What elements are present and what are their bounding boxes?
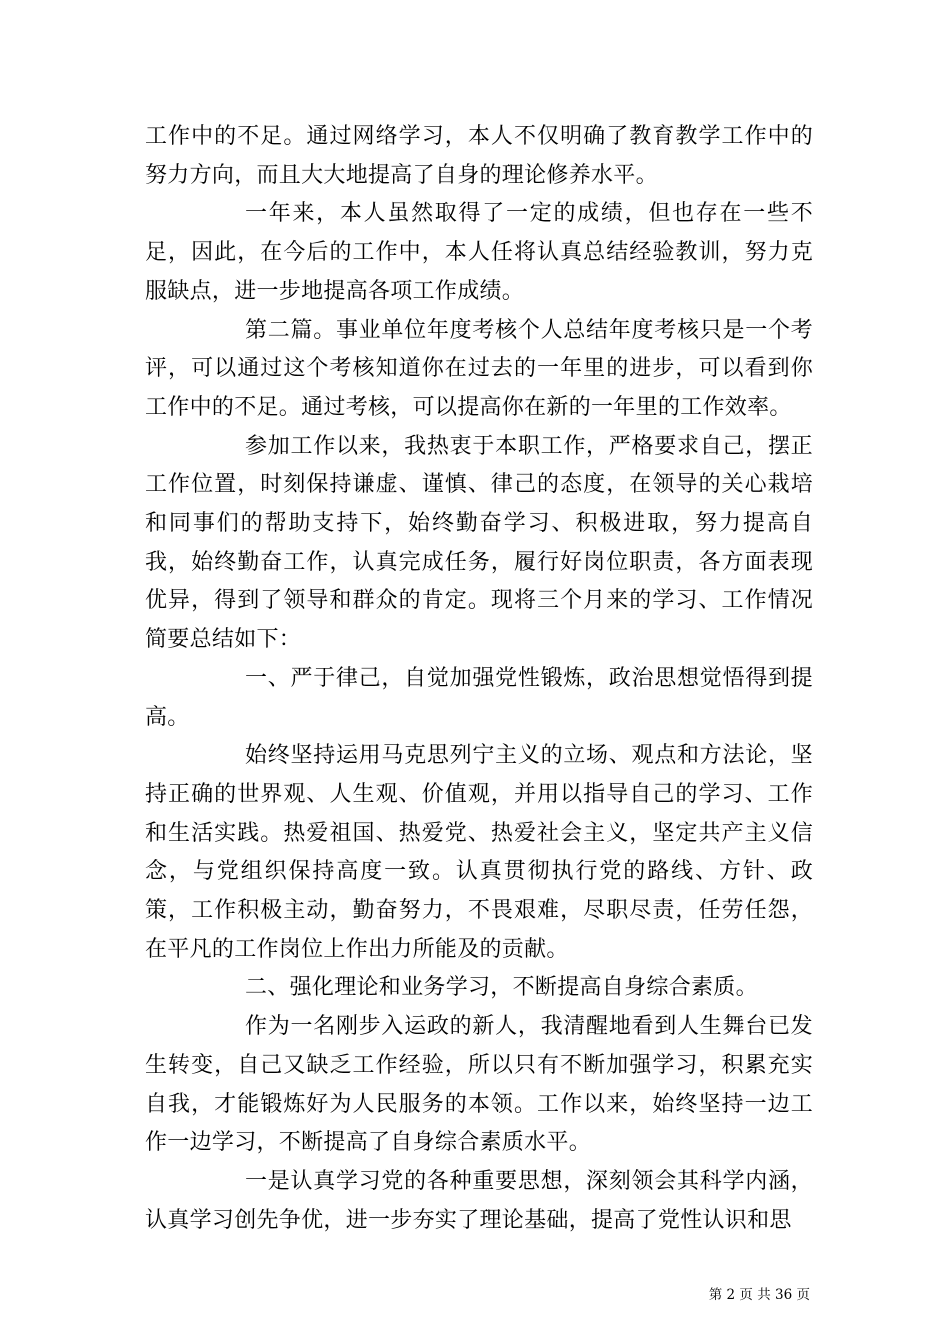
page-number-footer: 第 2 页 共 36 页 bbox=[708, 1287, 810, 1303]
paragraph-2: 一年来，本人虽然取得了一定的成绩，但也存在一些不足，因此，在今后的工作中，本人任将认真总结经验教训，努力克服缺点，进一步地提高各项工作成绩。 bbox=[145, 201, 813, 304]
paragraph-4: 参加工作以来，我热衷于本职工作，严格要求自己，摆正工作位置，时刻保持谦虚、谨慎、律己的态度，在领导的关心栽培和同事们的帮助支持下，始终勤奋学习、积极进取，努力提高自我，始终勤奋工作，认真完成任务，履行好岗位职责，各方面表现优异，得到了领导和群众的肯定。现将三个月来的学习、工作情况简要总结如下： bbox=[145, 433, 813, 653]
paragraph-8: 作为一名刚步入运政的新人，我清醒地看到人生舞台已发生转变，自己又缺乏工作经验，所以只有不断加强学习，积累充实自我，才能锻炼好为人民服务的本领。工作以来，始终坚持一边工作一边学习，不断提高了自身综合素质水平。 bbox=[145, 1014, 813, 1156]
paragraph-9: 一是认真学习党的各种重要思想，深刻领会其科学内涵，认真学习创先争优，进一步夯实了理论基础，提高了党性认识和思 bbox=[145, 1168, 813, 1233]
paragraph-7-heading-two: 二、强化理论和业务学习，不断提高自身综合素质。 bbox=[245, 975, 758, 1001]
document-body bbox=[145, 118, 813, 1240]
paragraph-5-heading-one: 一、严于律己，自觉加强党性锻炼，政治思想觉悟得到提高。 bbox=[145, 665, 813, 730]
paragraph-3-section-heading: 第二篇。事业单位年度考核个人总结年度考核只是一个考评，可以通过这个考核知道你在过去的一年里的进步，可以看到你工作中的不足。通过考核，可以提高你在新的一年里的工作效率。 bbox=[145, 317, 813, 420]
paragraph-6: 始终坚持运用马克思列宁主义的立场、观点和方法论，坚持正确的世界观、人生观、价值观，并用以指导自己的学习、工作和生活实践。热爱祖国、热爱党、热爱社会主义，坚定共产主义信念，与党组织保持高度一致。认真贯彻执行党的路线、方针、政策，工作积极主动，勤奋努力，不畏艰难，尽职尽责，任劳任怨，在平凡的工作岗位上作出力所能及的贡献。 bbox=[145, 743, 813, 962]
paragraph-1: 工作中的不足。通过网络学习，本人不仅明确了教育教学工作中的努力方向，而且大大地提高了自身的理论修养水平。 bbox=[145, 124, 813, 188]
